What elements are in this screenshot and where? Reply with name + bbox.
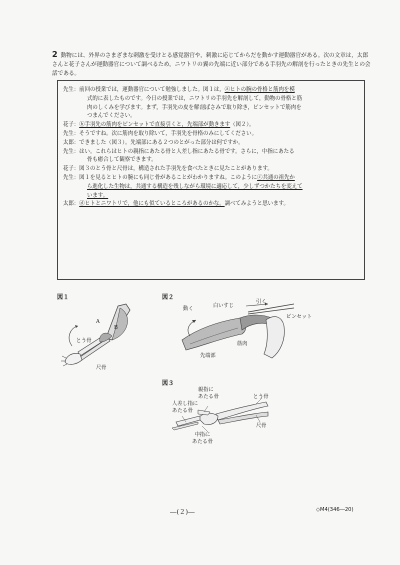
fig3-label-ulna: 尺骨: [256, 423, 267, 429]
fig3-label-index: 人差し指に あたる骨: [172, 401, 198, 414]
fig1-label-b: B: [114, 325, 118, 331]
dialogue-line: 骨も癒合して観察できます。: [87, 157, 157, 164]
speaker-taro: 太郎：: [63, 201, 80, 208]
underlined-text-c: ⓒ共通の祖先か: [257, 174, 295, 181]
fig2-label-tweezers: ピンセット: [286, 314, 312, 320]
dialogue-line: 太郎：できました（図３）。先端部にある２つのとがった部分は何ですか。: [63, 139, 244, 146]
dialogue-line: つまんでください。: [87, 113, 136, 120]
figure-2-label: 図２: [162, 294, 175, 301]
figure-2-dissection-illustration: [176, 300, 306, 362]
dialogue-line: [63, 183, 359, 192]
underlined-text-a: ⓐヒトの腕の骨格と筋肉を模: [224, 87, 295, 93]
page-number: ―(２)―: [170, 508, 195, 516]
dialogue-line: [63, 200, 359, 209]
underlined-text-d: ⓓヒトとニワトリで，他にも似ているところがあるのかな。: [79, 201, 225, 208]
fig2-label-tendon: 白いすじ: [213, 303, 234, 309]
dialogue-text: 先生：図１を見るとヒトの腕にも同じ骨があることがわかりますね。このように: [63, 174, 258, 181]
question-intro: [52, 50, 372, 79]
fig1-label-a: A: [96, 319, 100, 325]
dialogue-line: [63, 174, 359, 183]
dialogue-line: 式的に表したものです。今日の授業では，ニワトリの手羽先を解剖して，動物の骨格と筋: [87, 95, 303, 102]
fig2-label-move: 動く: [183, 306, 194, 312]
dialogue-line: [63, 192, 359, 201]
fig2-label-tip: 先端部: [200, 353, 216, 359]
underlined-text-c3: います。: [87, 192, 109, 199]
intro-text: 動物には、外界のさまざまな刺激を受けとる感覚器官や，刺激に応じてからだを動かす運動器官がある。次の文章は，太郎さんと花子さんが運動器官について調べるため，ニワトリの翼の先端に近い部分である手羽先の解剖を行ったときの先生との会話である。: [52, 53, 371, 77]
fig3-label-middle: 中指に あたる骨: [192, 432, 213, 445]
fig1-label-radius: とう骨: [76, 338, 92, 344]
dialogue-text: 先生：前回の授業では，運動器官について勉強しました。図１は，: [63, 87, 225, 93]
dialogue-line: [63, 86, 359, 95]
figure-3-label: 図３: [162, 380, 175, 387]
dialogue-line: 先生：はい。これらはヒトの親指にあたる骨と人差し指にあたる骨です。さらに，中指にあたる: [63, 148, 295, 155]
underlined-text-c2: ら進化した生物は，共通する構造を残しながら環境に適応して，少しずつかたちを変えて: [87, 183, 303, 190]
dialogue-line: [63, 121, 359, 130]
dialogue-line: 先生：そうですね。次に筋肉を取り除いて，手羽先を骨格のみにしてください。: [63, 130, 257, 137]
fig2-label-muscle: 筋肉: [237, 341, 248, 347]
dialogue-text: （図２）。: [230, 122, 255, 129]
dialogue-line: 花子：図３のとう骨と尺骨は，構造された手羽先を食べたときに見たことがあります。: [63, 166, 273, 173]
question-number: 2: [52, 50, 58, 59]
figure-1-arm-illustration: [60, 300, 150, 370]
underlined-text-b: ⓑ手羽先の筋肉をピンセットで直接引くと，先端部が動きます: [79, 122, 231, 129]
dialogue-box: [57, 80, 365, 280]
speaker-hanako: 花子：: [63, 122, 80, 129]
fig3-label-radius: とう骨: [253, 394, 269, 400]
dialogue-text: 調べてみようと思います。: [224, 201, 289, 208]
dialogue-line: 肉のしくみを学びます。まず，手羽先の皮を解剖ばさみで取り除き，ピンセットで筋肉を: [87, 104, 302, 111]
fig2-label-pull: 引く: [256, 299, 267, 305]
document-code: ◇M4(346―20): [316, 507, 354, 513]
fig3-label-thumb: 親指に あたる骨: [198, 387, 219, 400]
figure-1-label: 図１: [57, 294, 70, 301]
fig1-label-ulna: 尺骨: [96, 365, 107, 371]
